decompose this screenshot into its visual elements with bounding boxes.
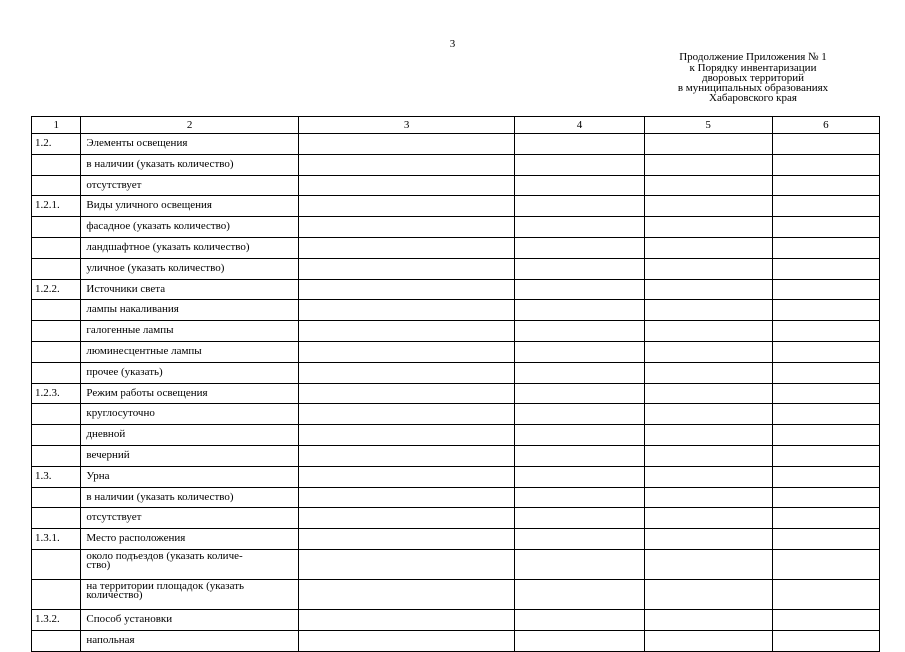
empty-cell-col-6 — [772, 258, 879, 279]
empty-cell-col-3 — [298, 341, 514, 362]
item-description-cell: ландшафтное (указать количество) — [81, 237, 299, 258]
empty-cell-col-5 — [644, 175, 772, 196]
empty-cell-col-6 — [772, 579, 879, 609]
column-number-row — [32, 117, 880, 134]
table-body — [32, 134, 880, 652]
empty-cell-col-6 — [772, 404, 879, 425]
empty-cell-col-6 — [772, 237, 879, 258]
empty-cell-col-3 — [298, 445, 514, 466]
item-description-cell: круглосуточно — [81, 404, 299, 425]
empty-cell-col-6 — [772, 508, 879, 529]
item-number-cell — [32, 404, 81, 425]
table-row — [32, 279, 880, 300]
empty-cell-col-6 — [772, 425, 879, 446]
empty-cell-col-5 — [644, 466, 772, 487]
table-row — [32, 237, 880, 258]
item-number-cell — [32, 425, 81, 446]
empty-cell-col-5 — [644, 383, 772, 404]
empty-cell-col-4 — [515, 341, 644, 362]
item-description-cell: Место расположения — [81, 529, 299, 550]
empty-cell-col-4 — [515, 258, 644, 279]
column-number: 6 — [772, 117, 879, 134]
empty-cell-col-5 — [644, 579, 772, 609]
item-number-cell — [32, 341, 81, 362]
column-number: 3 — [298, 117, 514, 134]
empty-cell-col-3 — [298, 300, 514, 321]
empty-cell-col-3 — [298, 630, 514, 651]
empty-cell-col-3 — [298, 425, 514, 446]
empty-cell-col-5 — [644, 362, 772, 383]
empty-cell-col-3 — [298, 321, 514, 342]
column-number: 4 — [515, 117, 644, 134]
empty-cell-col-3 — [298, 362, 514, 383]
table-row — [32, 175, 880, 196]
empty-cell-col-4 — [515, 579, 644, 609]
empty-cell-col-6 — [772, 630, 879, 651]
table-row — [32, 579, 880, 609]
empty-cell-col-4 — [515, 529, 644, 550]
column-number: 2 — [81, 117, 299, 134]
empty-cell-col-4 — [515, 383, 644, 404]
empty-cell-col-5 — [644, 217, 772, 238]
empty-cell-col-6 — [772, 609, 879, 630]
empty-cell-col-3 — [298, 529, 514, 550]
empty-cell-col-3 — [298, 258, 514, 279]
empty-cell-col-4 — [515, 154, 644, 175]
empty-cell-col-5 — [644, 196, 772, 217]
table-row — [32, 630, 880, 651]
empty-cell-col-3 — [298, 217, 514, 238]
table-row — [32, 134, 880, 155]
table-header — [32, 117, 880, 134]
item-description-cell: в наличии (указать количество) — [81, 154, 299, 175]
table-row — [32, 466, 880, 487]
appendix-header-line: Хабаровского края — [709, 92, 797, 104]
empty-cell-col-5 — [644, 630, 772, 651]
empty-cell-col-3 — [298, 579, 514, 609]
item-number-cell — [32, 154, 81, 175]
item-description-cell: фасадное (указать количество) — [81, 217, 299, 238]
item-number-cell: 1.3.2. — [32, 609, 81, 630]
item-number-cell: 1.2.1. — [32, 196, 81, 217]
item-description-cell: напольная — [81, 630, 299, 651]
empty-cell-col-5 — [644, 404, 772, 425]
item-number-cell — [32, 237, 81, 258]
page-number: 3 — [449, 38, 456, 50]
item-description-cell: около подъездов (указать количе- ство) — [81, 549, 299, 579]
empty-cell-col-5 — [644, 508, 772, 529]
empty-cell-col-3 — [298, 487, 514, 508]
empty-cell-col-5 — [644, 300, 772, 321]
empty-cell-col-6 — [772, 487, 879, 508]
item-number-cell — [32, 445, 81, 466]
empty-cell-col-5 — [644, 237, 772, 258]
table-row — [32, 362, 880, 383]
item-description-cell: Элементы освещения — [81, 134, 299, 155]
table-row — [32, 529, 880, 550]
empty-cell-col-5 — [644, 549, 772, 579]
appendix-header-line: Продолжение Приложения № 1 — [679, 51, 827, 63]
item-description-cell: прочее (указать) — [81, 362, 299, 383]
item-description-cell: на территории площадок (указать количество) — [81, 579, 299, 609]
empty-cell-col-4 — [515, 362, 644, 383]
item-number-cell — [32, 217, 81, 238]
empty-cell-col-4 — [515, 487, 644, 508]
table-row — [32, 549, 880, 579]
item-number-cell: 1.3. — [32, 466, 81, 487]
empty-cell-col-4 — [515, 134, 644, 155]
table-row — [32, 154, 880, 175]
empty-cell-col-4 — [515, 549, 644, 579]
empty-cell-col-3 — [298, 134, 514, 155]
empty-cell-col-3 — [298, 237, 514, 258]
empty-cell-col-5 — [644, 425, 772, 446]
empty-cell-col-6 — [772, 362, 879, 383]
empty-cell-col-3 — [298, 154, 514, 175]
empty-cell-col-4 — [515, 404, 644, 425]
column-number: 1 — [32, 117, 81, 134]
empty-cell-col-6 — [772, 134, 879, 155]
item-number-cell: 1.2.2. — [32, 279, 81, 300]
empty-cell-col-3 — [298, 175, 514, 196]
empty-cell-col-4 — [515, 466, 644, 487]
appendix-header-line: в муниципальных образованиях — [677, 82, 829, 94]
table-row — [32, 341, 880, 362]
table-row — [32, 300, 880, 321]
item-description-cell: Урна — [81, 466, 299, 487]
empty-cell-col-6 — [772, 175, 879, 196]
empty-cell-col-4 — [515, 279, 644, 300]
empty-cell-col-4 — [515, 196, 644, 217]
empty-cell-col-4 — [515, 425, 644, 446]
empty-cell-col-4 — [515, 321, 644, 342]
empty-cell-col-3 — [298, 196, 514, 217]
empty-cell-col-6 — [772, 445, 879, 466]
item-number-cell — [32, 487, 81, 508]
empty-cell-col-3 — [298, 279, 514, 300]
item-number-cell: 1.2.3. — [32, 383, 81, 404]
item-description-cell: лампы накаливания — [81, 300, 299, 321]
item-description-cell: люминесцентные лампы — [81, 341, 299, 362]
table-row — [32, 445, 880, 466]
empty-cell-col-5 — [644, 134, 772, 155]
item-description-cell: вечерний — [81, 445, 299, 466]
empty-cell-col-4 — [515, 217, 644, 238]
empty-cell-col-5 — [644, 154, 772, 175]
item-description-cell: дневной — [81, 425, 299, 446]
item-number-cell — [32, 362, 81, 383]
appendix-header — [638, 52, 868, 103]
item-number-cell — [32, 508, 81, 529]
empty-cell-col-6 — [772, 383, 879, 404]
item-description-cell: уличное (указать количество) — [81, 258, 299, 279]
empty-cell-col-4 — [515, 630, 644, 651]
empty-cell-col-4 — [515, 175, 644, 196]
item-description-cell: отсутствует — [81, 508, 299, 529]
empty-cell-col-6 — [772, 217, 879, 238]
item-number-cell: 1.2. — [32, 134, 81, 155]
empty-cell-col-4 — [515, 300, 644, 321]
empty-cell-col-3 — [298, 508, 514, 529]
item-description-cell: в наличии (указать количество) — [81, 487, 299, 508]
item-number-cell — [32, 321, 81, 342]
empty-cell-col-4 — [515, 609, 644, 630]
table-row — [32, 609, 880, 630]
item-description-cell: отсутствует — [81, 175, 299, 196]
empty-cell-col-6 — [772, 154, 879, 175]
table-row — [32, 425, 880, 446]
item-description-cell: Способ установки — [81, 609, 299, 630]
empty-cell-col-3 — [298, 549, 514, 579]
empty-cell-col-3 — [298, 404, 514, 425]
empty-cell-col-6 — [772, 549, 879, 579]
item-description-cell: Виды уличного освещения — [81, 196, 299, 217]
empty-cell-col-5 — [644, 321, 772, 342]
appendix-header-line: к Порядку инвентаризации — [689, 62, 817, 74]
empty-cell-col-5 — [644, 258, 772, 279]
inventory-table — [31, 116, 880, 652]
appendix-header-line: дворовых территорий — [701, 72, 805, 84]
table-row — [32, 383, 880, 404]
item-number-cell: 1.3.1. — [32, 529, 81, 550]
item-description-cell: Режим работы освещения — [81, 383, 299, 404]
table-row — [32, 217, 880, 238]
empty-cell-col-6 — [772, 466, 879, 487]
empty-cell-col-3 — [298, 383, 514, 404]
table-row — [32, 404, 880, 425]
empty-cell-col-4 — [515, 508, 644, 529]
empty-cell-col-6 — [772, 279, 879, 300]
empty-cell-col-4 — [515, 237, 644, 258]
empty-cell-col-5 — [644, 529, 772, 550]
item-number-cell — [32, 258, 81, 279]
item-description-cell: галогенные лампы — [81, 321, 299, 342]
table-row — [32, 508, 880, 529]
empty-cell-col-5 — [644, 609, 772, 630]
empty-cell-col-5 — [644, 487, 772, 508]
empty-cell-col-6 — [772, 196, 879, 217]
empty-cell-col-6 — [772, 300, 879, 321]
empty-cell-col-5 — [644, 445, 772, 466]
item-number-cell — [32, 300, 81, 321]
table-row — [32, 321, 880, 342]
table-row — [32, 258, 880, 279]
table-row — [32, 196, 880, 217]
empty-cell-col-6 — [772, 321, 879, 342]
empty-cell-col-5 — [644, 279, 772, 300]
item-number-cell — [32, 549, 81, 579]
empty-cell-col-3 — [298, 609, 514, 630]
column-number: 5 — [644, 117, 772, 134]
empty-cell-col-3 — [298, 466, 514, 487]
empty-cell-col-4 — [515, 445, 644, 466]
empty-cell-col-6 — [772, 341, 879, 362]
item-number-cell — [32, 630, 81, 651]
empty-cell-col-6 — [772, 529, 879, 550]
item-number-cell — [32, 579, 81, 609]
empty-cell-col-5 — [644, 341, 772, 362]
table-row — [32, 487, 880, 508]
item-description-cell: Источники света — [81, 279, 299, 300]
item-number-cell — [32, 175, 81, 196]
